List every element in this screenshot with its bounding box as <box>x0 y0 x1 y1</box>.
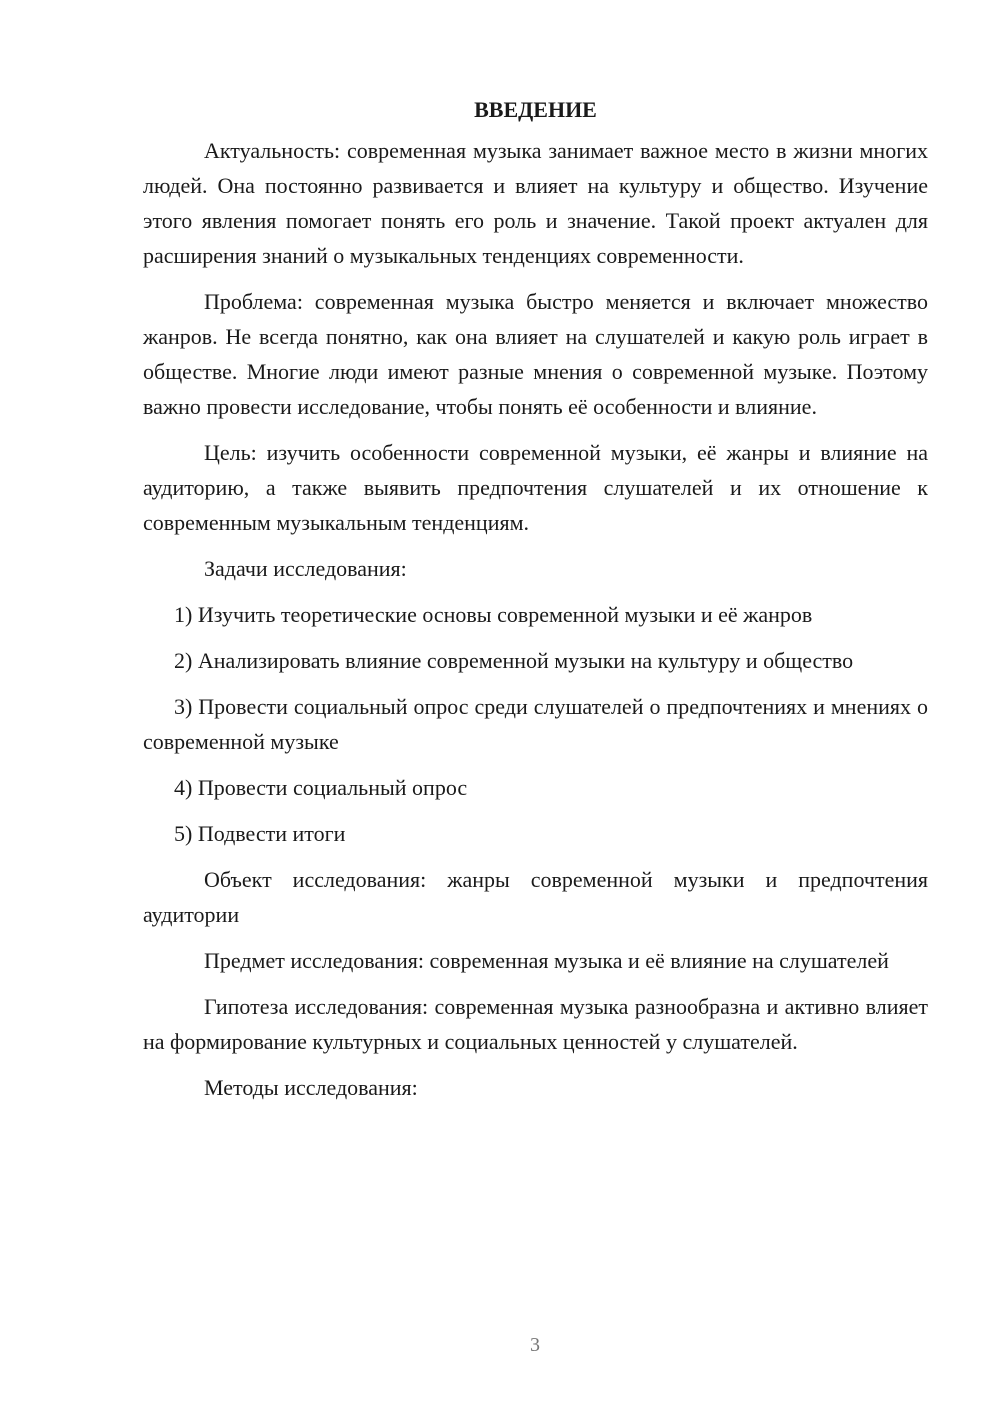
page-number: 3 <box>530 1334 540 1356</box>
paragraph-object: Объект исследования: жанры современной музыки и предпочтения аудитории <box>143 867 928 927</box>
paragraph-relevance: Актуальность: современная музыка занимает важное место в жизни многих людей. Она постоянно развивается и влияет на культуру и общество. Изучение этого явления помогает понять его роль и значение. Такой проект актуален для расширения знаний о музыкальных тенденциях современности. <box>143 138 928 268</box>
task-item-1: 1) Изучить теоретические основы современной музыки и её жанров <box>174 602 813 627</box>
task-item-3: 3) Провести социальный опрос среди слушателей о предпочтениях и мнениях о современной музыке <box>143 694 928 754</box>
paragraph-goal: Цель: изучить особенности современной музыки, её жанры и влияние на аудиторию, а также выявить предпочтения слушателей и их отношение к современным музыкальным тенденциям. <box>143 440 928 535</box>
task-item-2: 2) Анализировать влияние современной музыки на культуру и общество <box>174 648 854 673</box>
paragraph-hypothesis: Гипотеза исследования: современная музыка разнообразна и активно влияет на формирование культурных и социальных ценностей у слушателей. <box>143 994 928 1054</box>
document-page <box>143 90 928 1116</box>
page-title: ВВЕДЕНИЕ <box>474 97 597 122</box>
paragraph-problem: Проблема: современная музыка быстро меняется и включает множество жанров. Не всегда понятно, как она влияет на слушателей и какую роль играет в обществе. Многие люди имеют разные мнения о современной музыке. Поэтому важно провести исследование, чтобы понять её особенности и влияние. <box>143 289 928 419</box>
methods-heading: Методы исследования: <box>204 1075 418 1100</box>
task-item-4: 4) Провести социальный опрос <box>174 775 468 800</box>
task-item-5: 5) Подвести итоги <box>174 821 346 846</box>
paragraph-subject: Предмет исследования: современная музыка и её влияние на слушателей <box>204 948 889 973</box>
tasks-heading: Задачи исследования: <box>204 556 407 581</box>
